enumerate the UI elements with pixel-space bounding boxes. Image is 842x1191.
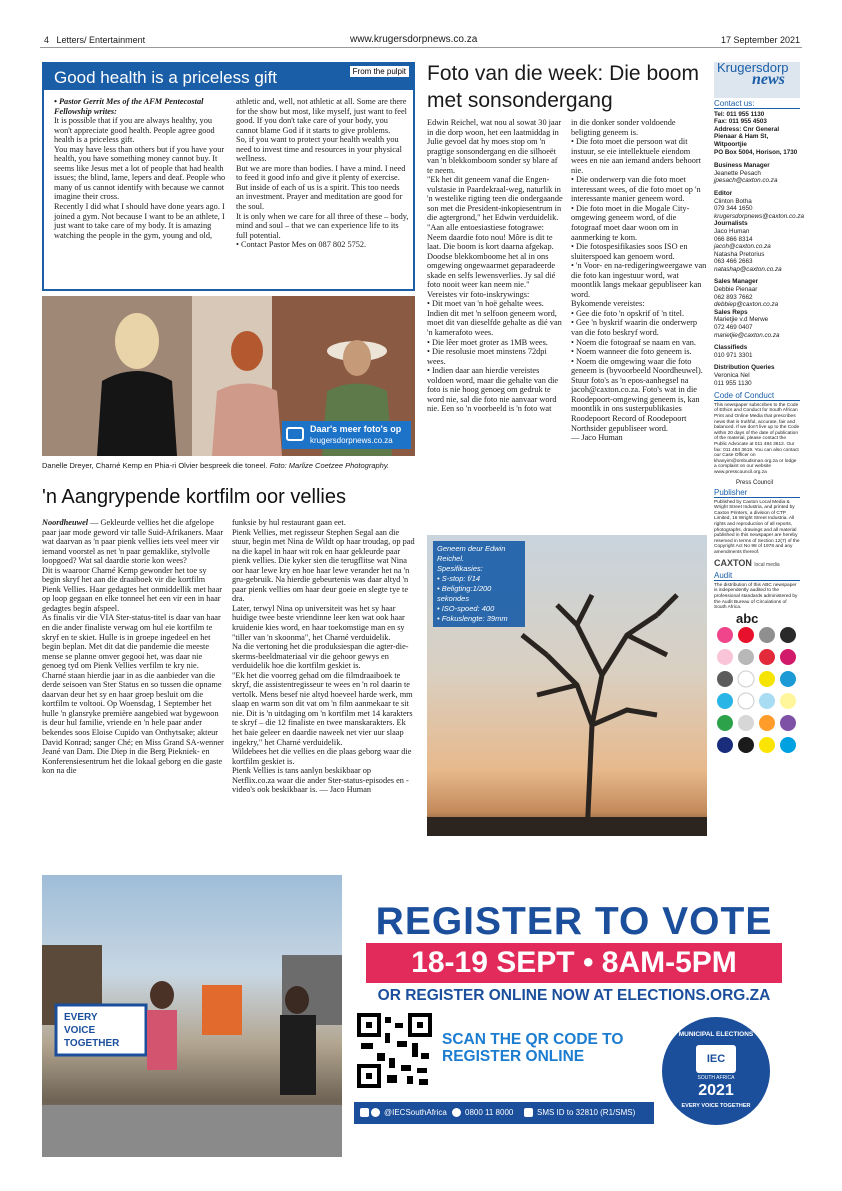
- contact-heading: Contact us:: [714, 100, 800, 109]
- iec-advertisement[interactable]: [42, 875, 802, 1157]
- page-section: 4 Letters/ Entertainment: [44, 35, 146, 45]
- qr-code[interactable]: [357, 1013, 432, 1088]
- publisher-heading: Publisher: [714, 489, 800, 498]
- spec-line: • Fokuslengte: 39mm: [437, 614, 508, 623]
- iec-logo: IEC: [696, 1045, 736, 1073]
- kortfilm-column-2: funksie by hul restaurant gaan eet. Pienk Vellies, met regisseur Stephen Segal aan die stuur, begin met Nina de Wildt op haar troudag, op pad na die kapel in haar wit rok en haar gekleurde paar pienk vellies. Die kyker sien die terugflitse wat Nina oor haar lewe kry en hoe haar lewe verander het na 'n gru-gebruik. Na hierdie gebeurtenis was daar altyd 'n paar pienk vellies om haar deur goeie en slegte tye te dra. Later, terwyl Nina op universiteit was het sy haar huidige twee beste vriendinne leer ken wat ook haar kruidenie kies word, en haar toekomstige man en sy "tiller van 'n skoonma", het Charné verduidelik. Na die vertoning het die produksiespan die agter-die-skerms-beeldmateriaal vir die gehoor gewys en verduidelik hoe die kortfilm geskiet is. "Ek het die voorreg gehad om die filmdraaiboek te skryf, die assistentregisseur te wees en 'n rol daarin te vertolk. Mens besef nie altyd hoeveel harde werk, mm slaap en warm son dit vat om 'n film aanmekaar te sit nie. Dit is 'n uitdaging om 'n kortfilm met 14 karakters te skryf – die 12 finaliste en twee manskarakters. Ek het baie geleer en daardie naweek net vier uur slaap ingekry," het Charné verduidelik. Wildebees het die vellies en die plaas geborg waar die kortfilm geskiet is. Pienk Vellies is tans aanlyn beskikbaar op Netflix.co.za waar die ander Ster-status-episodes en -video's ook beskikbaar is. — Jaco Human: [232, 518, 415, 795]
- fotoweek-column-2: in die donker sonder voldoende beligting geneem is. • Die foto moet die persoon wat dit instuur, se eie intellektuele eiendom wees en nie aan iemand anders behoort nie. • Die onderwerp van die foto moet interessant wees, of die foto moet op 'n interessante manier geneem word. • Die foto moet in die Mogale City-omgewing geneem word, of die fotograaf moet daar woon om in aanmerking te kom. • Die fotospesifikasies soos ISO en sluiterspoed kan genoem word. • 'n Voor- en na-redigeringweergawe van die foto kan ingestuur word, wat moontlik langs mekaar gepubliseer kan word. Bykomende vereistes: • Gee die foto 'n opskrif of 'n titel. • Gee 'n byskrif waarin die onderwerp van die foto beskryf word. • Noem die fotograaf se naam en van. • Noem wanneer die foto geneem is. • Noem die omgewing waar die foto geneem is (byvoorbeeld Noordheuwel). Stuur foto's as 'n epos-aanhegsel na jacoh@caxton.co.za. Foto's wat in die Roodepoort-omgewing geneem is, kan moontlik in ons susterpublikasies Roodepoort Record of Roodepoort Northsider gepubliseer word. — Jaco Human: [571, 118, 707, 443]
- register-to-vote-headline: REGISTER TO VOTE: [375, 900, 773, 943]
- email-link[interactable]: natashap@caxton.co.za: [714, 265, 782, 273]
- abc-logo: abc: [736, 610, 759, 626]
- tree-sunset-photo: [427, 535, 707, 836]
- audit-heading: Audit: [714, 572, 800, 581]
- photo-caption: Danelle Dreyer, Charné Kemp en Phia-ri Olvier bespreek die toneel. Foto: Marlize Coetzee Photography.: [42, 461, 390, 470]
- ad-contact-bar: [354, 1102, 654, 1124]
- facebook-icon[interactable]: [360, 1108, 369, 1117]
- camera-icon: [286, 427, 304, 441]
- spec-line: Spesifikasies:: [437, 564, 483, 573]
- social-handle[interactable]: @IECSouthAfrica: [384, 1108, 447, 1117]
- issue-date: 17 September 2021: [720, 35, 800, 45]
- email-link[interactable]: jpesach@caxton.co.za: [714, 177, 778, 185]
- kortfilm-dateline: Noordheuwel: [42, 518, 89, 527]
- spec-line: • Beligting:1/200 sekondes: [437, 584, 492, 603]
- more-photos-label: Daar's meer foto's op: [310, 424, 402, 434]
- kortfilm-headline: 'n Aangrypende kortfilm oor vellies: [42, 486, 346, 508]
- scan-qr-text: SCAN THE QR CODE TO REGISTER ONLINE: [442, 1031, 624, 1065]
- sms-instruction: SMS ID to 32810 (R1/SMS): [537, 1108, 636, 1117]
- more-photos-url: krugersdorpnews.co.za: [310, 436, 393, 445]
- audit-text: The distribution of this ABC newspaper is independently audited to the professional standards administered by the Audit Bureau of Circulations of South Africa.: [714, 582, 798, 611]
- spec-line: Geneem deur Edwin Reichel.: [437, 544, 506, 563]
- voters-illustration: [42, 875, 342, 1157]
- photo-specs-box: [433, 541, 525, 627]
- register-online-link[interactable]: OR REGISTER ONLINE NOW AT ELECTIONS.ORG.ZA: [377, 987, 771, 1004]
- caxton-logo: CAXTON local media: [714, 557, 780, 568]
- press-council-logo: Press Council: [736, 479, 774, 486]
- good-health-column-2: athletic and, well, not athletic at all. Some are there for the show but most, like myself, just want to feel good. If you don't take care of your body, you cannot blame God if it starts to give problems. So, if you want to protect your health wealth you need to invest time and resources in your physical wellness. But we are more than bodies. I have a mind. I need to feed it good info and give it plenty of exercise. But inside of each of us is a spirit. This too needs an investment. Prayer and meditation are good for the soul. It is only when we care for all three of these – body, mind and soul – that we can experience life to its full potential. • Contact Pastor Mes on 087 802 5752.: [236, 97, 409, 250]
- page-header: [40, 33, 802, 48]
- good-health-header: [44, 64, 413, 90]
- email-link[interactable]: marietjie@caxton.co.za: [714, 331, 780, 339]
- sms-icon: [524, 1108, 533, 1117]
- email-link[interactable]: debbiep@caxton.co.za: [714, 301, 779, 309]
- spec-line: • S-stop: f/14: [437, 574, 481, 583]
- ad-crowd-photo: [42, 875, 342, 1157]
- color-registration-bar: [714, 626, 800, 776]
- ad-sign-word-2: VOICE: [64, 1025, 96, 1036]
- publisher-text: Published by Caxton Local Media & Wright Street Industria, and printed by Caxton Printers, a division of CTP Limited, 16 Wright Street Industria. All rights and reproduction of all reports, photographs, drawings and all material published in this newspaper are hereby reserved in terms of Section 12(7) of the Copyright Act No 98 of 1978 and any amendments thereof.: [714, 499, 800, 556]
- registration-dates-banner: 18-19 SEPT • 8AM-5PM: [366, 943, 782, 983]
- kortfilm-column-1: [42, 518, 225, 776]
- fotoweek-column-1: Edwin Reichel, wat nou al sowat 30 jaar in die dorp woon, het een laatmiddag in Julie gevoel dat hy moes stop om 'n pragtige sonsondergang en die silhoeët van 'n blekkomboom sonder sy blare af te neem. "Ek het dit geneem vanaf die Engen-vulstasie in Paardekraal-weg, naturlik in 'n westelike rigting teen die ondergaande son met die President-inkopiesentrum in die agtergrond," het Edwin verduidelik. "Aan alle entoesiastiese fotograwe: Neem daardie foto nou! Môre is dit te laat. Die boom is kort daarna afgekap. Doodse blekkomboome het al in ons omgewing ongewaarmet geparadeerde skade en selfs lewensverlies. Jy sal dié foto nooit weer kan neem nie." Vereistes vir foto-inskrywings: • Dit moet van 'n hoë gehalte wees. Indien dit met 'n selfoon geneem word, moet dit van dieselfde gehalte as dié van 'n kamerafoto wees. • Die lêer moet groter as 1MB wees. • Die resolusie moet minstens 72dpi wees. • Indien daar aan hierdie vereistes voldoen word, maar die gehalte van die foto is nie hoog genoeg om gedruk te word nie, sal die foto nie aanvaar word nie. Een so 'n voorbeeld is 'n foto wat: [427, 118, 563, 414]
- hotline-number[interactable]: 0800 11 8000: [465, 1108, 514, 1117]
- kortfilm-text-1: — Gekleurde vellies het die afgelope paar jaar mode geword vir talle Suid-Afrikaners. Maar wat daarvan as 'n paar pienk vellies iets veel meer vir iemand voorstel as net 'n paar gemaklike, stylvolle loopgoed? Wat sal daardie storie kon wees? Dit is waaroor Charné Kemp gewonder het toe sy begin skryf het aan die draaiboek vir die kortfilm Pienk Vellies. Haar gedagtes het onmiddellik met haar op loop gegaan en elke tonneel het een vir een in haar gedagtes begin afspeel. As finalis vir die VIA Ster-status-titel is daar van haar en die ander finaliste verwag om hul eie kortfilm te skryf en te skiet. Hulle is in groepe ingedeel en het begin beplan. Met dit dat die pandemie die meeste mense se planne omver gegooi het, was daar nie genoeg tyd om Pienk Vellies verfilm te kry nie. Charné staan hierdie jaar in as die aanbieder van die derde seisoen van Ster Status en so tussen die opname daarvan deur het sy en haar groep besluit om die kortfilm te voltooi. Op Woensdag, 1 September het hulle 'n glansryke première aangebied wat bygewoon is deur hul familie, vriende en 'n hele paar ander bekendes soos Eloise Cupido van Onthytsake; akteur David Konrad; sanger Ché; en Miss Grand SA-wenner Jeané van Dam. Die Diep in die Berg Piekniek- en Konferensiesentrum het die lokaal geborg en die gaste kon na die: [42, 518, 224, 776]
- twitter-icon[interactable]: [371, 1108, 380, 1117]
- code-of-conduct-text: This newspaper subscribes to the Code of Ethics and Conduct for South African Print and Online Media that prescribes news that is truthful, accurate, fair and balanced. If we don't live up to the Code within 20 days of the date of publication of the material, please contact the Public Advocate at 011 484 3612. Our fax: 011 484 3619. You can also contact our Case Officer on khanyim@ombudsman.org.za or lodge a complaint on our website www.presscouncil.org.za: [714, 402, 800, 475]
- photo-credit: Foto: Marlize Coetzee Photography.: [269, 461, 390, 470]
- email-link[interactable]: jacoh@caxton.co.za: [714, 243, 771, 251]
- site-url[interactable]: www.krugersdorpnews.co.za: [350, 34, 478, 45]
- good-health-title: Good health is a priceless gift: [54, 68, 278, 87]
- email-link[interactable]: krugersdorpnews@caxton.co.za: [714, 212, 805, 220]
- more-photos-badge[interactable]: [282, 421, 411, 449]
- code-of-conduct-heading: Code of Conduct: [714, 392, 800, 401]
- good-health-byline: • Pastor Gerrit Mes of the AFM Pentecostal Fellowship writes:: [54, 97, 204, 116]
- from-the-pulpit-tag: From the pulpit: [350, 66, 409, 77]
- sidebar-content: Contact us: Tel: 011 955 1130 Fax: 011 955 4503 Address: Cnr General Pienaar & Ham St, Witpoortjie PO Box 5004, Horison, 1730 Business Manager Jeanette Pesach jpesach@caxton.co.za Editor Clinton Botha 079 344 1650 krugersdorpnews@caxton.co.za Journalists Jaco Human 066 866 8314 jacoh@caxton.co.za Natasha Pretorius 063 466 2663 natashap@caxton.co.za Sales Manager Debbie Pienaar 062 893 7662 debbiep@caxton.co.za Sales Reps Marietjie v.d Merwe 072 469 0407 marietjie@caxton.co.za Classifieds 010 971 3301 Distribution Queries Veronica Nel 011 955 1130 Code of Conduct This newspaper subscribes to the Code of Ethics and Conduct for South African Print and Online Media that prescribes news that is truthful, accurate, fair and balanced. If we don't live up to the Code within 20 days of the date of publication of the material, please contact the Public Advocate at 011 484 3612. Our fax: 011 484 3619. You can also contact our Case Officer on khanyim@ombudsman.org.za or lodge a complaint on our website www.presscouncil.org.za Press Council Publisher Published by Caxton Local Media & Wright Street Industria, and printed by Caxton Printers, a division of CTP Limited, 16 Wright Street Industria. All rights and reproduction of all reports, photographs, drawings and all material published in this newspaper are hereby reserved in terms of Section 12(7) of the Copyright Act No 98 of 1978 and any amendments thereof. CAXTON local media Audit The distribution of this ABC newspaper is independently audited to the professional standards administered by the Audit Bureau of Circulations of South Africa. abc: [714, 100, 800, 779]
- krugersdorp-news-logo: Krugersdorp news: [714, 62, 800, 98]
- phone-icon: [452, 1108, 461, 1117]
- good-health-article: [42, 62, 415, 291]
- good-health-text-1: It is possible that if you are always healthy, you won't appreciate good health. People agree good health is a priceless gift. You may have less than others but if you have your health, you have something money cannot buy. It seems like Jesus met a lot of people that had health issues; the blind, lame, lepers and deaf. People who many of us cannot identify with because we cannot imagine their cross. Recently I did what I should have done years ago. I joined a gym. Not because I want to be an athlete, I just want to take care of my body. It is amazing watching the people in the gym, young and old,: [54, 116, 226, 240]
- kortfilm-photo: [42, 296, 415, 456]
- spec-line: • ISO-spoed: 400: [437, 604, 495, 613]
- ad-sign-word-1: EVERY: [64, 1012, 98, 1023]
- good-health-column-1: [54, 97, 229, 240]
- ad-sign-word-3: TOGETHER: [64, 1038, 120, 1049]
- municipal-elections-seal: MUNICIPAL ELECTIONS IEC SOUTH AFRICA 2021 EVERY VOICE TOGETHER: [662, 1017, 770, 1125]
- foto-van-die-week-headline: Foto van die week: Die boom met sonsondergang: [427, 62, 699, 112]
